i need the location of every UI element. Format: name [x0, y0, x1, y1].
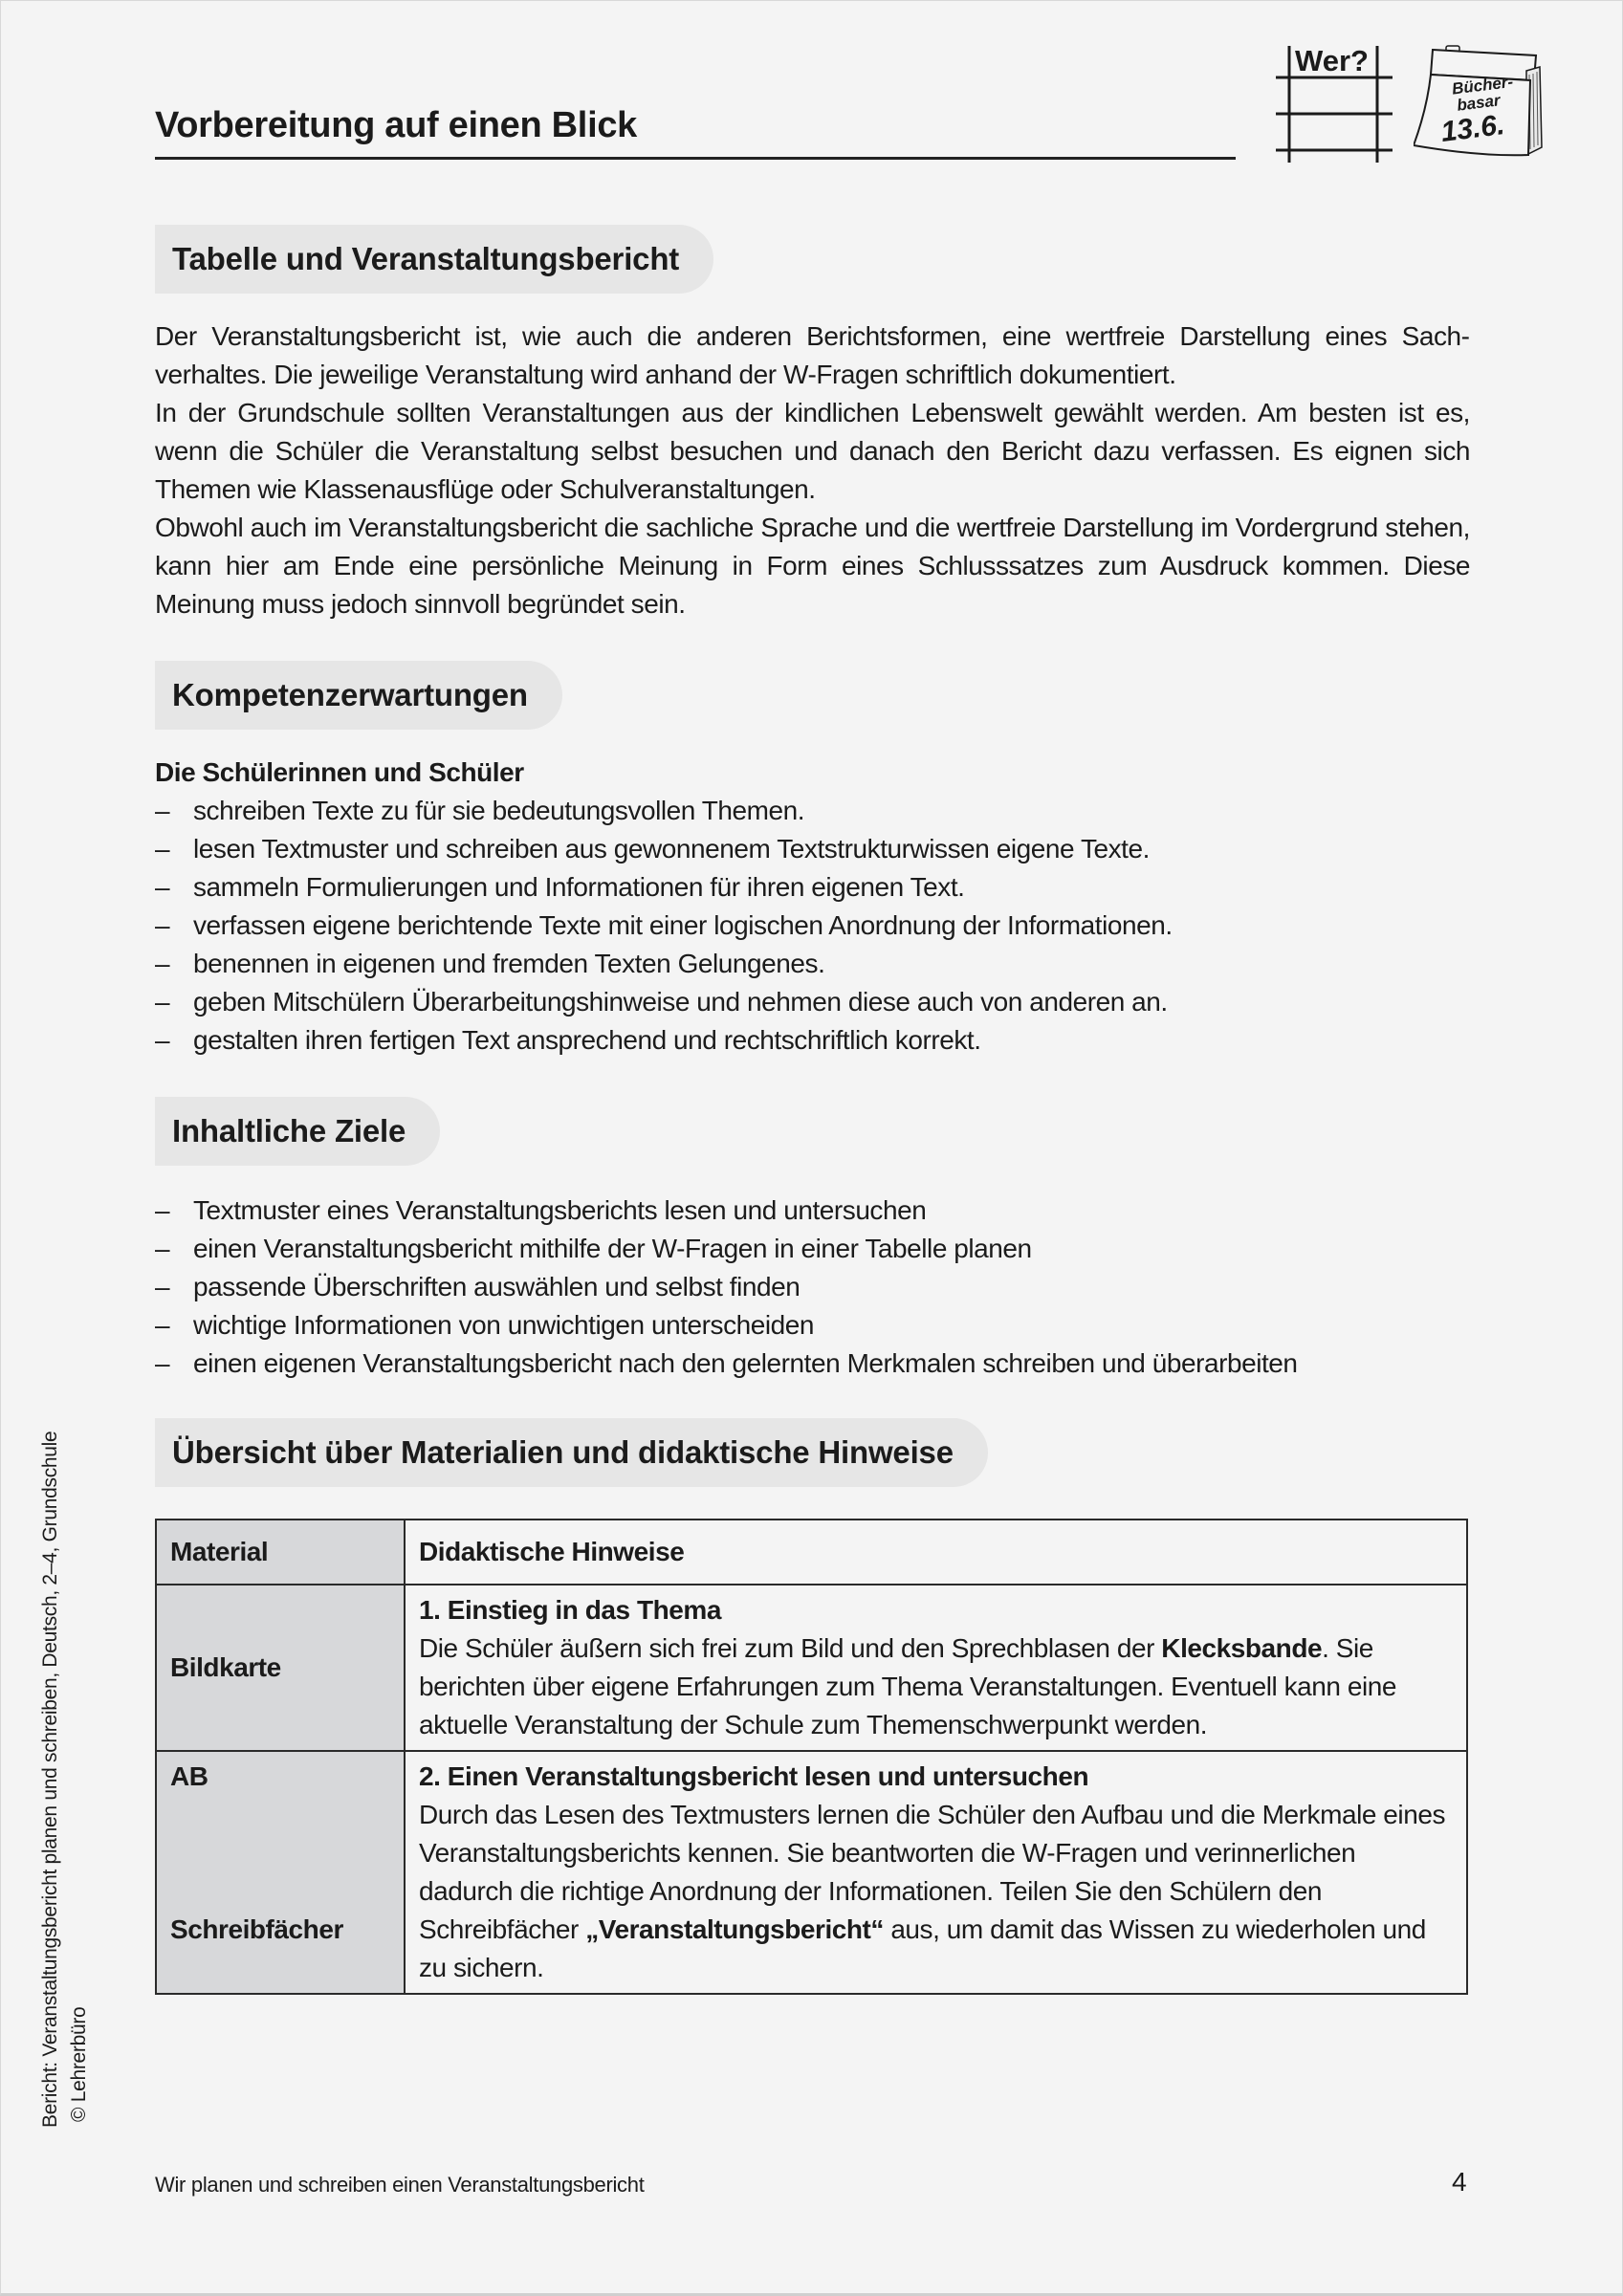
dash-bullet: –: [155, 834, 170, 864]
intro-paragraph: In der Grundschule sollten Veranstaltungen aus der kindlichen Lebenswelt gewählt werden. Am besten ist es, wenn die Schüler die Veranstaltung selbst besuchen und danach den Bericht dazu verfassen. Es eignen sich Themen wie Klassenausflüge oder Schulveranstaltungen.: [155, 398, 1470, 504]
list-item: – verfassen eigene berichtende Texte mit einer logischen Anordnung der Informationen.: [155, 907, 1470, 945]
list-item: – Textmuster eines Veranstaltungsberichts lesen und untersuchen: [155, 1192, 1470, 1230]
table-header-row: [156, 1520, 1467, 1585]
list-item: – sammeln Formulierungen und Informationen für ihren eigenen Text.: [155, 868, 1470, 907]
dash-bullet: –: [155, 1234, 170, 1263]
page-number: 4: [1452, 2167, 1467, 2197]
competencies-list: [155, 754, 1470, 1060]
material-name: AB: [170, 1761, 208, 1791]
list-item: – schreiben Texte zu für sie bedeutungsvollen Themen.: [155, 792, 1470, 830]
notes-title: 2. Einen Veranstaltungsbericht lesen und untersuchen: [419, 1761, 1089, 1791]
list-item: – einen eigenen Veranstaltungsbericht nach den gelernten Merkmalen schreiben und überarbeiten: [155, 1345, 1470, 1383]
dash-bullet: –: [155, 987, 170, 1017]
list-item: – benennen in eigenen und fremden Texten Gelungenes.: [155, 945, 1470, 983]
calendar-line1: Bücher-: [1451, 72, 1515, 98]
header-material: Material: [156, 1520, 405, 1585]
side-credit-line1: Bericht: Veranstaltungsbericht planen und schreiben, Deutsch, 2–4, Grundschule: [39, 1431, 61, 2128]
side-credit: [36, 1432, 94, 2128]
intro-paragraph: Der Veranstaltungsbericht ist, wie auch die anderen Berichtsformen, eine wertfreie Darstellung eines Sachverhaltes. Die jeweilige Veranstaltung wird anhand der W-Fragen schriftlich dokumentiert.: [155, 321, 1470, 389]
materials-table: [155, 1519, 1468, 1995]
table-row: [156, 1585, 1467, 1751]
notes-title: 1. Einstieg in das Thema: [419, 1595, 721, 1625]
notes-text: Die Schüler äußern sich frei zum Bild und den Sprechblasen der Klecksbande. Sie berichten über eigene Erfahrungen zum Thema Veranstaltungen. Eventuell kann eine aktuelle Veranstaltung der Schule zum Themenschwerpunkt werden.: [419, 1633, 1396, 1739]
dash-bullet: –: [155, 1195, 170, 1225]
section-heading-intro: Tabelle und Veranstaltungsbericht: [155, 225, 713, 294]
dash-bullet: –: [155, 796, 170, 825]
dash-bullet: –: [155, 1025, 170, 1055]
intro-paragraph: Obwohl auch im Veranstaltungsbericht die sachliche Sprache und die wertfreie Darstellung im Vordergrund stehen, kann hier am Ende eine persönliche Meinung in Form eines Schlusssatzes zum Ausdruck kommen. Diese Meinung muss jedoch sinnvoll begründet sein.: [155, 513, 1470, 619]
material-name: Bildkarte: [170, 1652, 281, 1682]
calendar-date: 13.6.: [1438, 109, 1507, 148]
calendar-line2: basar: [1456, 91, 1502, 115]
header-didactic-notes: Didaktische Hinweise: [405, 1520, 1467, 1585]
notes-text: Durch das Lesen des Textmusters lernen die Schüler den Aufbau und die Merkmale eines Veranstaltungsberichts kennen. Sie beantworten die W-Fragen und verinnerlichen dadurch die richtige Anordnung der Informationen. Teilen Sie den Schülern den Schreibfächer „Veranstaltungsbericht“ aus, um damit das Wissen zu wiederholen und zu sichern.: [419, 1800, 1445, 1982]
notes-bold-term: „Veranstaltungsbericht“: [585, 1914, 884, 1944]
section-heading-competencies: Kompetenzerwartungen: [155, 661, 562, 730]
material-name: Schreibfächer: [170, 1914, 343, 1944]
dash-bullet: –: [155, 910, 170, 940]
page-title: Vorbereitung auf einen Blick: [155, 105, 637, 145]
wer-icon-label: Wer?: [1295, 44, 1369, 77]
section-heading-goals: Inhaltliche Ziele: [155, 1097, 440, 1166]
dash-bullet: –: [155, 1310, 170, 1340]
material-cell: [156, 1585, 405, 1751]
side-credit-line2: © Lehrerbüro: [68, 2006, 90, 2122]
notes-cell: [405, 1585, 1467, 1751]
notes-cell: [405, 1751, 1467, 1994]
dash-bullet: –: [155, 949, 170, 978]
title-underline: [155, 157, 1236, 160]
footer-text: Wir planen und schreiben einen Veranstaltungsbericht: [155, 2173, 645, 2197]
intro-text: [155, 317, 1470, 623]
list-item: – wichtige Informationen von unwichtigen unterscheiden: [155, 1306, 1470, 1345]
dash-bullet: –: [155, 872, 170, 902]
list-item: – einen Veranstaltungsbericht mithilfe der W-Fragen in einer Tabelle planen: [155, 1230, 1470, 1268]
material-cell: [156, 1751, 405, 1994]
dash-bullet: –: [155, 1348, 170, 1378]
competencies-lead: Die Schülerinnen und Schüler: [155, 757, 524, 787]
list-item: – passende Überschriften auswählen und selbst finden: [155, 1268, 1470, 1306]
goals-list: [155, 1192, 1470, 1383]
dash-bullet: –: [155, 1272, 170, 1301]
list-item: – gestalten ihren fertigen Text ansprechend und rechtschriftlich korrekt.: [155, 1021, 1470, 1060]
list-item: – lesen Textmuster und schreiben aus gewonnenem Textstrukturwissen eigene Texte.: [155, 830, 1470, 868]
list-item: – geben Mitschülern Überarbeitungshinweise und nehmen diese auch von anderen an.: [155, 983, 1470, 1021]
notes-bold-term: Klecksbande: [1161, 1633, 1323, 1663]
section-heading-overview: Übersicht über Materialien und didaktische Hinweise: [155, 1418, 988, 1487]
table-row: [156, 1751, 1467, 1994]
